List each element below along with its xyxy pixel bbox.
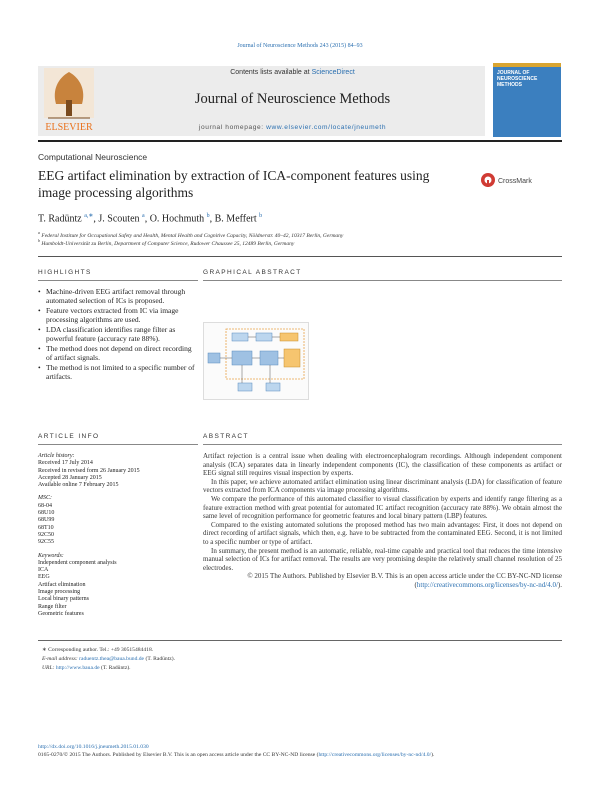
- keyword: Image processing: [38, 589, 81, 596]
- journal-cover-stripe: [493, 63, 561, 67]
- divider: [38, 280, 198, 281]
- history-entry: Received in revised form 26 January 2015: [38, 467, 140, 474]
- article-info-heading: ARTICLE INFO: [38, 433, 100, 440]
- copyright-text: 0165-0270/© 2015 The Authors. Published by Elsevier B.V. This is an open access article under the CC BY-NC-ND license (: [38, 751, 319, 758]
- journal-reference[interactable]: Journal of Neuroscience Methods 243 (2015) 84–93: [237, 43, 363, 49]
- highlights-heading: HIGHLIGHTS: [38, 269, 92, 276]
- license-link[interactable]: http://creativecommons.org/licenses/by-nc-nd/4.0/: [416, 580, 558, 589]
- corresponding-author: ∗ Corresponding author. Tel.: +49 30515484418.: [42, 647, 154, 653]
- msc-code: 68T10: [38, 524, 54, 531]
- homepage-link[interactable]: www.elsevier.com/locate/jneumeth: [266, 124, 387, 131]
- email-link[interactable]: raduentz.thea@baua.bund.de: [79, 656, 145, 662]
- email-suffix: (T. Radüntz).: [145, 656, 176, 662]
- crossmark-label: CrossMark: [498, 178, 532, 185]
- copyright-license-link[interactable]: http://creativecommons.org/licenses/by-nc-nd/4.0/: [318, 751, 432, 758]
- paper-title: EEG artifact elimination by extraction of ICA-component features using image processing algorithms: [38, 168, 430, 200]
- contents-line: [100, 69, 485, 76]
- affiliation-mark: b: [38, 238, 40, 243]
- author-name: T. Radüntz: [38, 213, 82, 225]
- msc-code: 68U10: [38, 510, 55, 517]
- divider: [203, 444, 562, 445]
- msc-code: 92C50: [38, 531, 55, 538]
- history-label: Article history:: [38, 453, 75, 459]
- keyword: Geometric features: [38, 610, 84, 617]
- abstract-body: [203, 452, 562, 590]
- keyword: ICA: [38, 567, 49, 574]
- journal-title: Journal of Neuroscience Methods: [194, 91, 391, 107]
- keyword: EEG: [38, 574, 50, 581]
- section-label: Computational Neuroscience: [38, 152, 148, 162]
- keyword: Artifact elimination: [38, 581, 86, 588]
- license-statement: [203, 572, 562, 589]
- highlight-item: • Feature vectors extracted from IC via image processing algorithms are used.: [38, 306, 198, 325]
- highlight-item: • The method is not limited to a specific number of artifacts.: [38, 363, 198, 382]
- affiliation-mark: a: [38, 230, 40, 235]
- keywords-label: Keywords:: [38, 552, 64, 559]
- author-name: J. Scouten: [98, 213, 140, 225]
- keyword: Independent component analysis: [38, 559, 117, 566]
- author-marks[interactable]: a,∗: [84, 213, 94, 219]
- author-marks[interactable]: a: [142, 213, 145, 219]
- msc-code: 68U99: [38, 517, 55, 524]
- graphical-abstract-flowchart: [204, 323, 310, 401]
- url-label: URL:: [42, 665, 55, 671]
- url-link[interactable]: http://www.baua.de: [55, 665, 100, 671]
- crossmark-badge[interactable]: [480, 172, 562, 188]
- author-marks[interactable]: b: [259, 213, 263, 219]
- doi-link[interactable]: http://dx.doi.org/10.1016/j.jneumeth.2015.01.030: [38, 744, 149, 750]
- license-text: © 2015 The Authors. Published by Elsevier B.V. This is an open access article under the CC BY-NC-ND license (: [247, 572, 562, 589]
- abstract-paragraph: In summary, the present method is an automatic, reliable, real-time capable and practical tool that reduces the time intensive manual selection of ICs for artifact removal. The results are very promising despite the relatively small channel resolution of 25 electrodes.: [203, 546, 562, 572]
- homepage-prefix: journal homepage:: [198, 124, 264, 131]
- footnote-rule: [38, 640, 562, 641]
- article-info: [38, 453, 198, 618]
- abstract-heading: ABSTRACT: [203, 433, 249, 440]
- sciencedirect-link[interactable]: ScienceDirect: [311, 69, 355, 76]
- author-name: O. Hochmuth: [149, 213, 205, 225]
- contents-prefix: Contents lists available at: [230, 69, 310, 76]
- history-entry: Available online 7 February 2015: [38, 482, 119, 489]
- abstract-paragraph: In this paper, we achieve automated artifact elimination using linear discriminant analysis (LDA) for classification of feature vectors extracted from ICA components via image processing algorithms.: [203, 477, 562, 495]
- highlight-item: • The method does not depend on direct recording of artifact signals.: [38, 344, 198, 363]
- affiliation-text: Humboldt-Universität zu Berlin, Department of Computer Science, Rudower Chaussee 25, 12489 Berlin, Germany: [41, 240, 295, 247]
- author-name: B. Meffert: [214, 213, 257, 225]
- msc-code: 92C55: [38, 539, 55, 546]
- author-marks[interactable]: b: [206, 213, 210, 219]
- doi-block: [38, 744, 434, 759]
- license-close: ).: [557, 580, 562, 589]
- highlight-item: • Machine-driven EEG artifact removal through automated selection of ICs is proposed.: [38, 287, 198, 306]
- email-label: E-mail address:: [42, 656, 78, 662]
- url-suffix: (T. Radüntz).: [101, 665, 131, 671]
- publisher-name: ELSEVIER: [45, 122, 93, 133]
- history-entry: Accepted 28 January 2015: [38, 474, 102, 481]
- msc-code: 68-04: [38, 502, 52, 509]
- authors: T. Radüntz $^{a,∗}$, J. Scouten $^a$, O. Hochmuth $^b$, B. Meffert $^b$: [38, 213, 263, 225]
- highlights-list: [38, 287, 198, 382]
- affiliation-text: Federal Institute for Occupational Safety and Health, Mental Health and Cognitive Capacity, Nöldnerstr. 40–42, 10317 Berlin, Germany: [41, 232, 344, 239]
- graphical-abstract-heading: GRAPHICAL ABSTRACT: [203, 269, 302, 276]
- abstract-paragraph: We compare the performance of this automated classifier to visual classification by experts and identify range filtering as a feature extraction method with great potential for automated IC artifact recognition (accuracy rate 88%). We obtain almost the same level of recognition performance for geometric features and local binary pattern (LBP) features.: [203, 494, 562, 521]
- elsevier-logo: [38, 64, 100, 134]
- graphical-abstract-figure[interactable]: [203, 322, 309, 400]
- copyright-close: ).: [431, 751, 435, 758]
- affiliation: [38, 238, 294, 247]
- divider: [38, 444, 198, 445]
- footnotes: [42, 646, 175, 673]
- msc-label: MSC:: [38, 495, 52, 502]
- homepage-line: [100, 124, 485, 131]
- keyword: Local binary patterns: [38, 596, 89, 603]
- divider: [38, 256, 562, 257]
- abstract-paragraph: Compared to the existing automated solutions the proposed method has two main advantages: First, it does not depend on direct recording of artifact signals, which then, e.g. have to be subtracted from the contaminated EEG. Second, it is not limited to a specific number or type of artifact.: [203, 520, 562, 546]
- keyword: Range filter: [38, 603, 67, 610]
- header-rule: [38, 140, 562, 142]
- abstract-paragraph: Artifact rejection is a central issue when dealing with electroencephalogram recordings. Although independent component analysis (ICA) separates data in linearly independent components (IC), the classification of these components as artifact or EEG signal still requires visual inspection by experts.: [203, 452, 562, 478]
- divider: [203, 280, 562, 281]
- history-entry: Received 17 July 2014: [38, 460, 93, 467]
- highlight-item: • LDA classification identifies range filter as powerful feature (accuracy rate 88%).: [38, 325, 198, 344]
- journal-cover-title: JOURNAL OF NEUROSCIENCE METHODS: [497, 70, 538, 88]
